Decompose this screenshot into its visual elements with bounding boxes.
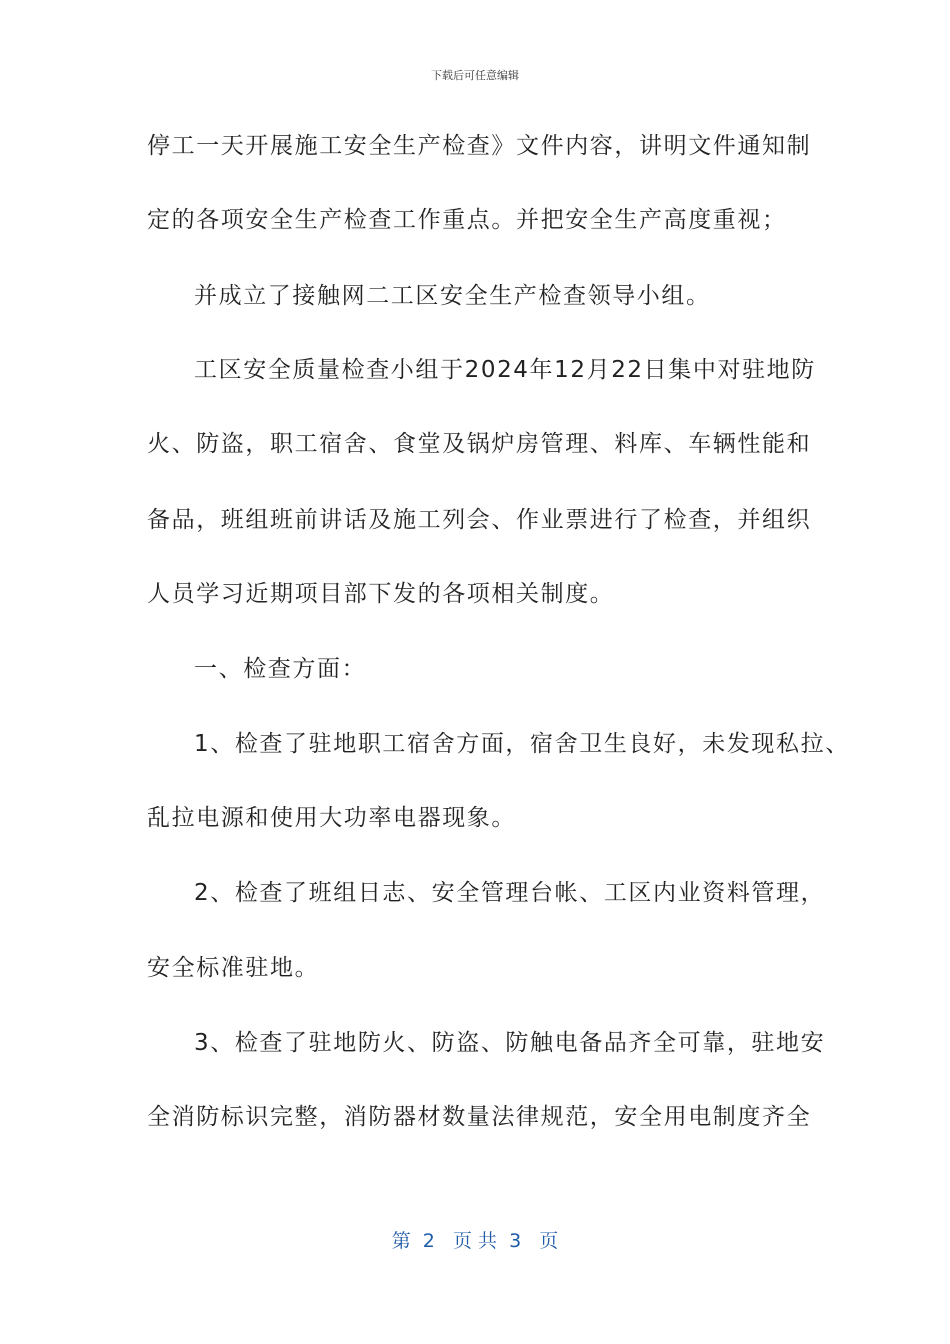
page-number-footer: 第 2 页 共 3 页 xyxy=(391,1230,559,1252)
body-line-2: 定的各项安全生产检查工作重点。并把安全生产高度重视； xyxy=(147,207,787,233)
body-line-3: 并成立了接触网二工区安全生产检查领导小组。 xyxy=(194,283,711,309)
page-header-note: 下载后可任意编辑 xyxy=(431,69,519,82)
body-line-1: 停工一天开展施工安全生产检查》文件内容，讲明文件通知制 xyxy=(147,133,812,159)
body-line-6: 备品，班组班前讲话及施工列会、作业票进行了检查，并组织 xyxy=(147,507,812,533)
body-line-4: 工区安全质量检查小组于2024年12月22日集中对驻地防 xyxy=(194,357,816,383)
body-line-12: 安全标准驻地。 xyxy=(147,955,320,981)
body-line-9: 1、检查了驻地职工宿舍方面，宿舍卫生良好，未发现私拉、 xyxy=(194,731,850,757)
body-line-13: 3、检查了驻地防火、防盗、防触电备品齐全可靠，驻地安 xyxy=(194,1030,826,1056)
body-line-7: 人员学习近期项目部下发的各项相关制度。 xyxy=(147,581,615,607)
body-line-10: 乱拉电源和使用大功率电器现象。 xyxy=(147,805,516,831)
section-heading: 一、检查方面： xyxy=(194,656,367,682)
body-line-14: 全消防标识完整，消防器材数量法律规范，安全用电制度齐全 xyxy=(147,1104,812,1130)
body-line-5: 火、防盗，职工宿舍、食堂及锅炉房管理、料库、车辆性能和 xyxy=(147,431,812,457)
body-line-11: 2、检查了班组日志、安全管理台帐、工区内业资料管理， xyxy=(194,880,826,906)
